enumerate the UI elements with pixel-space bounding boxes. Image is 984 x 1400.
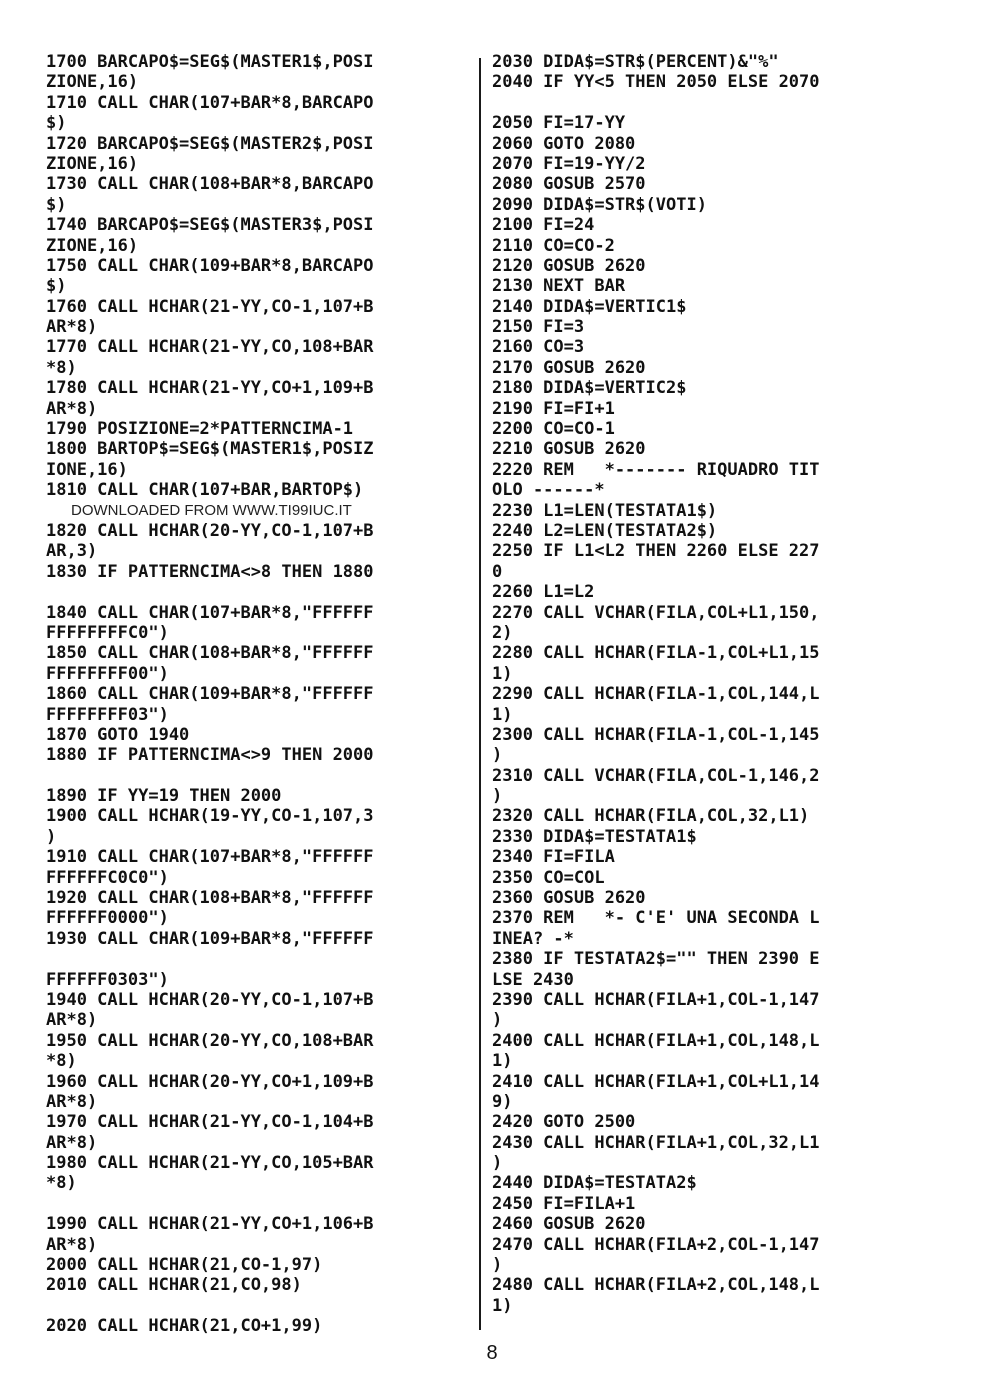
code-line: ZIONE,16)	[46, 72, 139, 93]
code-line: 2150 FI=3	[492, 317, 585, 338]
code-line: 1730 CALL CHAR(108+BAR*8,BARCAPO	[46, 174, 374, 195]
code-line: 2080 GOSUB 2570	[492, 174, 646, 195]
code-line: *8)	[46, 1173, 77, 1194]
code-line: LSE 2430	[492, 969, 574, 990]
code-line: 2180 DIDA$=VERTIC2$	[492, 378, 687, 399]
code-line: 2380 IF TESTATA2$="" THEN 2390 E	[492, 949, 820, 970]
code-line: IONE,16)	[46, 459, 128, 480]
code-line: 1930 CALL CHAR(109+BAR*8,"FFFFFF	[46, 928, 374, 949]
code-line: 2210 GOSUB 2620	[492, 439, 646, 460]
code-line: 1890 IF YY=19 THEN 2000	[46, 786, 282, 807]
code-line: 2260 L1=L2	[492, 582, 595, 603]
code-line: 2460 GOSUB 2620	[492, 1214, 646, 1235]
code-line: 1950 CALL HCHAR(20-YY,CO,108+BAR	[46, 1030, 374, 1051]
code-line: 1840 CALL CHAR(107+BAR*8,"FFFFFF	[46, 602, 374, 623]
code-line: 1910 CALL CHAR(107+BAR*8,"FFFFFF	[46, 847, 374, 868]
code-line: 2030 DIDA$=STR$(PERCENT)&"%"	[492, 52, 779, 72]
code-line: 2320 CALL HCHAR(FILA,COL,32,L1)	[492, 806, 810, 827]
code-line: 1900 CALL HCHAR(19-YY,CO-1,107,3	[46, 806, 374, 827]
code-line: 2220 REM *------- RIQUADRO TIT	[492, 459, 820, 480]
code-line: 2190 FI=FI+1	[492, 398, 615, 419]
code-line: AR*8)	[46, 317, 98, 338]
download-note: DOWNLOADED FROM WWW.TI99IUC.IT	[46, 501, 352, 519]
code-line: 2000 CALL HCHAR(21,CO-1,97)	[46, 1255, 323, 1276]
code-line: 2470 CALL HCHAR(FILA+2,COL-1,147	[492, 1234, 820, 1255]
code-line: *8)	[46, 1051, 77, 1072]
code-line: 1990 CALL HCHAR(21-YY,CO+1,106+B	[46, 1214, 374, 1235]
code-line: )	[492, 745, 503, 766]
code-line: 1970 CALL HCHAR(21-YY,CO-1,104+B	[46, 1112, 374, 1133]
code-line: 2290 CALL HCHAR(FILA-1,COL,144,L	[492, 684, 820, 705]
code-line: 2480 CALL HCHAR(FILA+2,COL,148,L	[492, 1275, 820, 1296]
code-line: 2250 IF L1<L2 THEN 2260 ELSE 227	[492, 541, 820, 562]
code-line: 2070 FI=19-YY/2	[492, 153, 646, 174]
code-line: 1940 CALL HCHAR(20-YY,CO-1,107+B	[46, 989, 374, 1010]
code-line: ZIONE,16)	[46, 235, 139, 256]
code-line: 2160 CO=3	[492, 337, 585, 358]
code-line: 2350 CO=COL	[492, 867, 605, 888]
code-line	[46, 582, 456, 602]
code-line: 1)	[492, 704, 513, 725]
code-line: 2430 CALL HCHAR(FILA+1,COL,32,L1	[492, 1132, 820, 1153]
page-number: 8	[486, 1342, 498, 1364]
code-line: )	[492, 1153, 503, 1174]
code-line: 1820 CALL HCHAR(20-YY,CO-1,107+B	[46, 520, 374, 541]
code-line: )	[492, 1010, 503, 1031]
code-line: AR*8)	[46, 1010, 98, 1031]
code-line: FFFFFFC0C0")	[46, 867, 169, 888]
code-line: 1720 BARCAPO$=SEG$(MASTER2$,POSI	[46, 133, 374, 154]
code-line: AR,3)	[46, 541, 98, 562]
code-line: FFFFFF0000")	[46, 908, 169, 929]
code-line: 1800 BARTOP$=SEG$(MASTER1$,POSIZ	[46, 439, 374, 460]
code-line	[46, 766, 456, 786]
code-line: AR*8)	[46, 398, 98, 419]
code-line: 2410 CALL HCHAR(FILA+1,COL+L1,14	[492, 1071, 820, 1092]
code-line: 2050 FI=17-YY	[492, 113, 626, 134]
code-line: 1880 IF PATTERNCIMA<>9 THEN 2000	[46, 745, 374, 766]
code-line: 1980 CALL HCHAR(21-YY,CO,105+BAR	[46, 1153, 374, 1174]
code-line: 1)	[492, 1295, 513, 1316]
code-line: AR*8)	[46, 1132, 98, 1153]
code-line: 2120 GOSUB 2620	[492, 255, 646, 276]
listing-right-column	[492, 52, 942, 1316]
code-line: 2420 GOTO 2500	[492, 1112, 636, 1133]
code-line: 1920 CALL CHAR(108+BAR*8,"FFFFFF	[46, 888, 374, 909]
code-line: 2100 FI=24	[492, 215, 595, 236]
code-line: 2330 DIDA$=TESTATA1$	[492, 826, 697, 847]
code-line: 2310 CALL VCHAR(FILA,COL-1,146,2	[492, 765, 820, 786]
code-line: 2370 REM *- C'E' UNA SECONDA L	[492, 908, 820, 929]
code-line: 2400 CALL HCHAR(FILA+1,COL,148,L	[492, 1030, 820, 1051]
code-line: FFFFFFFF00")	[46, 663, 169, 684]
code-line: FFFFFFFFC0")	[46, 622, 169, 643]
code-line: 2170 GOSUB 2620	[492, 357, 646, 378]
column-divider	[479, 58, 481, 1330]
code-line: 1790 POSIZIONE=2*PATTERNCIMA-1	[46, 419, 354, 440]
code-line: 2280 CALL HCHAR(FILA-1,COL+L1,15	[492, 643, 820, 664]
code-line: 2300 CALL HCHAR(FILA-1,COL-1,145	[492, 724, 820, 745]
code-line: AR*8)	[46, 1091, 98, 1112]
code-line	[46, 949, 456, 969]
code-line: 2360 GOSUB 2620	[492, 888, 646, 909]
code-line: 2110 CO=CO-2	[492, 235, 615, 256]
code-line: )	[492, 786, 503, 807]
code-line: OLO ------*	[492, 480, 605, 501]
code-line: FFFFFF0303")	[46, 969, 169, 990]
code-line: 2200 CO=CO-1	[492, 419, 615, 440]
code-line	[46, 1296, 456, 1316]
code-line: )	[46, 826, 57, 847]
code-line: 2040 IF YY<5 THEN 2050 ELSE 2070	[492, 72, 820, 93]
code-line: FFFFFFFF03")	[46, 704, 169, 725]
code-line: 2090 DIDA$=STR$(VOTI)	[492, 194, 707, 215]
code-line: 2440 DIDA$=TESTATA2$	[492, 1173, 697, 1194]
code-line: 1860 CALL CHAR(109+BAR*8,"FFFFFF	[46, 684, 374, 705]
listing-left-column	[46, 52, 456, 1337]
code-line: 1870 GOTO 1940	[46, 724, 190, 745]
code-line: 1760 CALL HCHAR(21-YY,CO-1,107+B	[46, 296, 374, 317]
code-line: 1750 CALL CHAR(109+BAR*8,BARCAPO	[46, 255, 374, 276]
code-line: 1780 CALL HCHAR(21-YY,CO+1,109+B	[46, 378, 374, 399]
code-line: 9)	[492, 1091, 513, 1112]
code-line: 2270 CALL VCHAR(FILA,COL+L1,150,	[492, 602, 820, 623]
code-line: AR*8)	[46, 1234, 98, 1255]
code-line: 1830 IF PATTERNCIMA<>8 THEN 1880	[46, 561, 374, 582]
code-line: 1740 BARCAPO$=SEG$(MASTER3$,POSI	[46, 215, 374, 236]
code-line	[492, 93, 942, 113]
code-line: 0	[492, 561, 503, 582]
code-line: 2140 DIDA$=VERTIC1$	[492, 296, 687, 317]
code-line: 2130 NEXT BAR	[492, 276, 626, 297]
code-line: 2010 CALL HCHAR(21,CO,98)	[46, 1275, 302, 1296]
code-line: 2390 CALL HCHAR(FILA+1,COL-1,147	[492, 989, 820, 1010]
code-line: 1770 CALL HCHAR(21-YY,CO,108+BAR	[46, 337, 374, 358]
code-line: 2450 FI=FILA+1	[492, 1193, 636, 1214]
code-line: 1)	[492, 1051, 513, 1072]
code-line: 2)	[492, 622, 513, 643]
code-line: 2020 CALL HCHAR(21,CO+1,99)	[46, 1316, 323, 1337]
code-line: 1810 CALL CHAR(107+BAR,BARTOP$)	[46, 480, 364, 501]
code-line: 1)	[492, 663, 513, 684]
code-line: $)	[46, 113, 67, 134]
code-line: $)	[46, 276, 67, 297]
code-line: 2240 L2=LEN(TESTATA2$)	[492, 520, 718, 541]
code-line: 2340 FI=FILA	[492, 847, 615, 868]
code-line: )	[492, 1255, 503, 1276]
code-line: 1850 CALL CHAR(108+BAR*8,"FFFFFF	[46, 643, 374, 664]
code-line: 1700 BARCAPO$=SEG$(MASTER1$,POSI	[46, 52, 374, 72]
code-line: INEA? -*	[492, 928, 574, 949]
code-line: ZIONE,16)	[46, 153, 139, 174]
code-line: $)	[46, 194, 67, 215]
code-line: 1960 CALL HCHAR(20-YY,CO+1,109+B	[46, 1071, 374, 1092]
code-line: 2230 L1=LEN(TESTATA1$)	[492, 500, 718, 521]
code-line: 1710 CALL CHAR(107+BAR*8,BARCAPO	[46, 92, 374, 113]
code-line: *8)	[46, 357, 77, 378]
code-line	[46, 1194, 456, 1214]
code-line: 2060 GOTO 2080	[492, 133, 636, 154]
